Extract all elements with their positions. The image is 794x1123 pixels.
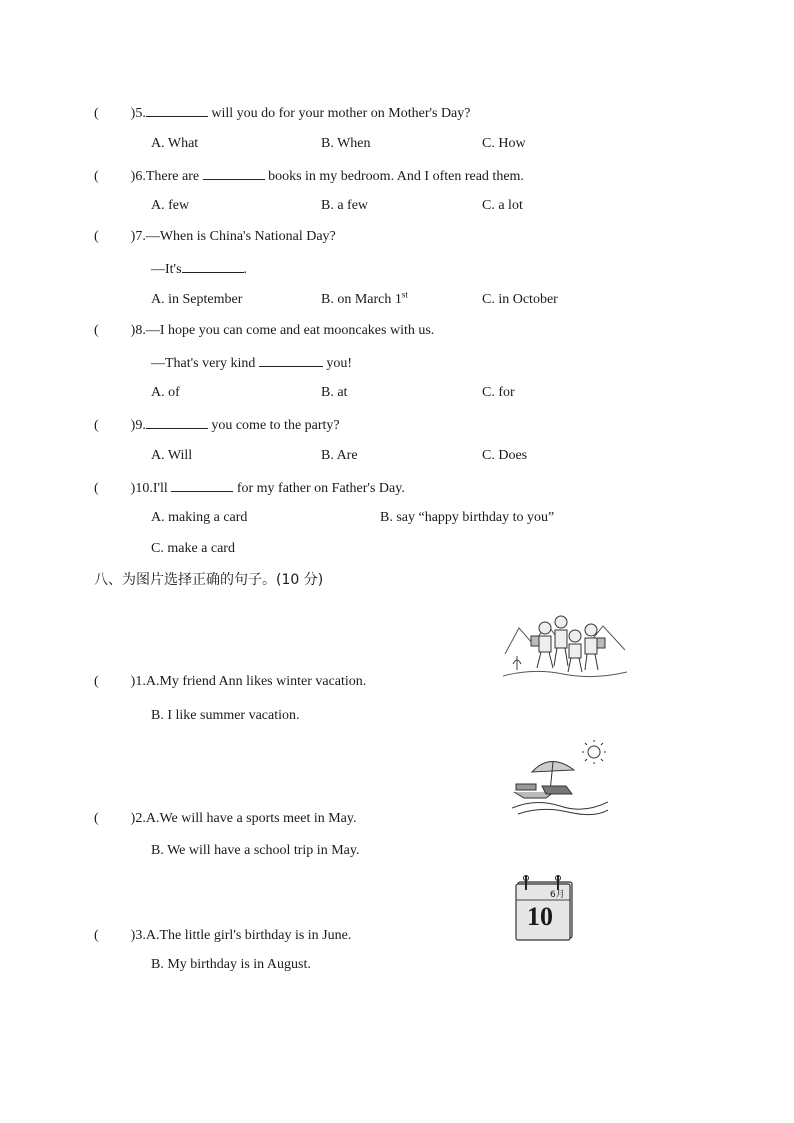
fill-blank[interactable]	[203, 167, 265, 180]
q10-option-a: A. making a card	[151, 510, 248, 525]
q8-option-a: A. of	[151, 385, 180, 400]
question-7: ( )7.—When is China's National Day?	[94, 229, 336, 244]
match-item-3: ( )3.A.The little girl's birthday is in June.	[94, 928, 352, 943]
q6-option-a: A. few	[151, 198, 190, 213]
q7-line2: —It's .	[151, 262, 248, 277]
answer-paren-open[interactable]: (	[94, 811, 99, 826]
fill-blank[interactable]	[146, 416, 208, 429]
q8-option-c: C. for	[482, 385, 515, 400]
answer-paren-open[interactable]: (	[94, 418, 99, 433]
fill-blank[interactable]	[146, 104, 208, 117]
match-item-3-option-b: B. My birthday is in August.	[151, 957, 311, 972]
answer-paren-open[interactable]: (	[94, 674, 99, 689]
question-9: ( )9. you come to the party?	[94, 418, 340, 433]
calendar-day: 10	[527, 902, 553, 931]
answer-paren-open[interactable]: (	[94, 169, 99, 184]
q5-option-b: B. When	[321, 136, 371, 151]
q8-option-b: B. at	[321, 385, 348, 400]
q9-option-a: A. Will	[151, 448, 193, 463]
q6-option-b: B. a few	[321, 198, 369, 213]
question-6: ( )6.There are books in my bedroom. And I often read them.	[94, 169, 524, 184]
match-item-1-option-b: B. I like summer vacation.	[151, 708, 300, 723]
fill-blank[interactable]	[182, 260, 244, 273]
q10-option-c: C. make a card	[151, 541, 235, 556]
q9-option-b: B. Are	[321, 448, 358, 463]
match-item-2-option-b: B. We will have a school trip in May.	[151, 843, 360, 858]
match-item-2: ( )2.A.We will have a sports meet in May.	[94, 811, 357, 826]
q5-option-c: C. How	[482, 136, 526, 151]
calendar-picture	[514, 872, 576, 942]
match-item-1: ( )1.A.My friend Ann likes winter vacation.	[94, 674, 367, 689]
answer-paren-open[interactable]: (	[94, 323, 99, 338]
answer-paren-open[interactable]: (	[94, 481, 99, 496]
q7-option-a: A. in September	[151, 292, 243, 307]
calendar-month: 6月	[550, 890, 565, 900]
q9-option-c: C. Does	[482, 448, 528, 463]
q6-option-c: C. a lot	[482, 198, 523, 213]
beach-picture	[512, 740, 608, 818]
question-8: ( )8.—I hope you can come and eat mooncakes with us.	[94, 323, 435, 338]
answer-paren-open[interactable]: (	[94, 928, 99, 943]
fill-blank[interactable]	[171, 479, 233, 492]
hiking-picture	[503, 606, 627, 682]
question-10: ( )10.I'll for my father on Father's Day.	[94, 481, 405, 496]
question-5: ( )5. will you do for your mother on Mother's Day?	[94, 106, 471, 121]
answer-paren-open[interactable]: (	[94, 106, 99, 121]
q8-line2: —That's very kind you!	[151, 356, 353, 371]
q10-option-b: B. say “happy birthday to you”	[380, 510, 555, 525]
section-8-title: 八、为图片选择正确的句子。(10 分)	[94, 572, 324, 588]
fill-blank[interactable]	[259, 354, 323, 367]
q7-option-c: C. in October	[482, 292, 558, 307]
answer-paren-open[interactable]: (	[94, 229, 99, 244]
q7-option-b: B. on March 1st	[321, 289, 408, 307]
q5-option-a: A. What	[151, 136, 199, 151]
